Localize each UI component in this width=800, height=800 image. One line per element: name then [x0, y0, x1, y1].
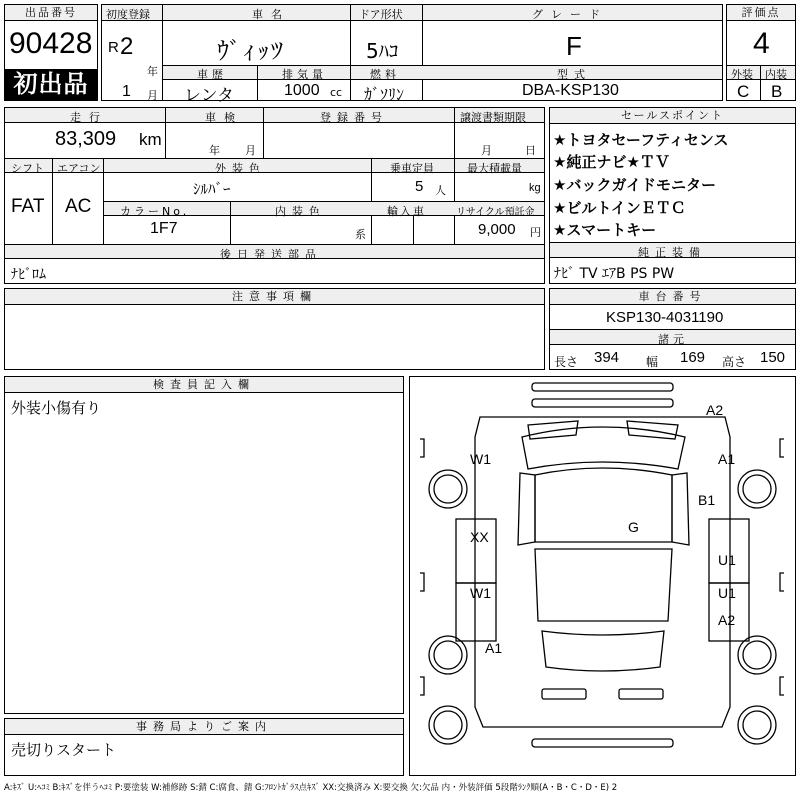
recycle-unit: 円 — [530, 226, 541, 239]
damage-mark: A2 — [718, 612, 736, 628]
height-value: 150 — [760, 349, 786, 366]
notes-box — [4, 288, 545, 370]
sales-point: ★スマートキー — [553, 221, 657, 239]
office-label: 事務局よりご案内 — [5, 719, 403, 735]
later-value: ﾅﾋﾞﾛﾑ — [11, 267, 46, 283]
lot-box — [4, 4, 98, 101]
reg-month-unit: 月 — [147, 89, 158, 102]
transfer-label: 譲渡書類期限 — [460, 111, 526, 124]
damage-mark: W1 — [470, 451, 491, 467]
damage-mark: A1 — [718, 451, 736, 467]
inspector-label: 検査員記入欄 — [5, 377, 403, 393]
door-value: 5ﾊｺ — [366, 39, 399, 63]
capacity-label: 乗車定員 — [390, 162, 434, 175]
first-listing-text: 初出品 — [13, 70, 89, 98]
damage-mark: B1 — [698, 492, 716, 508]
damage-mark: U1 — [718, 552, 736, 568]
load-label: 最大積載量 — [467, 162, 522, 175]
car-name-label: 車名 — [252, 8, 290, 21]
recycle-value: 9,000 — [478, 221, 516, 238]
ac-label: エアコン — [57, 162, 101, 175]
chassis-label: 車台番号 — [550, 289, 795, 305]
lot-label: 出品番号 — [5, 5, 97, 21]
inspector-text: 外装小傷有り — [11, 399, 102, 417]
capacity-value: 5 — [415, 178, 424, 195]
reg-year-unit: 年 — [147, 65, 158, 78]
length-label: 長さ — [554, 355, 579, 369]
office-text: 売切りスタート — [11, 741, 117, 759]
ac-value: AC — [65, 196, 92, 217]
shift-value: FAT — [11, 196, 45, 217]
sales-label: セールスポイント — [550, 108, 795, 124]
damage-mark: U1 — [718, 585, 736, 601]
ext-value: C — [737, 82, 750, 101]
fuel-value: ｶﾞｿﾘﾝ — [364, 85, 405, 104]
sales-point: ★純正ナビ★ＴＶ — [553, 153, 670, 171]
import-label: 輸入車 — [387, 205, 426, 218]
footer-legend: A:ｷｽﾞ U:ﾍｺﾐ B:ｷｽﾞを伴うﾍｺﾐ P:要塗装 W:補修跡 S:錆 C:腐食、錆 G:ﾌﾛﾝﾄｶﾞﾗｽ点ｷｽﾞ XX:交換済み X:要交換 欠:欠品 内・外装評価 5段階ﾗﾝｸ順(A・B・C・D・E) 2 — [4, 783, 618, 793]
grade-value: F — [566, 31, 582, 61]
header-box — [101, 4, 723, 106]
color-label: 外装色 — [215, 162, 266, 175]
spec-label: 諸元 — [658, 333, 688, 346]
equip-value: ﾅﾋﾞ TV ｴｱB PS PW — [554, 266, 675, 282]
car-outline — [410, 377, 795, 775]
model-value: DBA-KSP130 — [522, 82, 619, 99]
displacement-value: 1000 — [284, 82, 320, 99]
score-value: 4 — [753, 27, 770, 60]
reg-no-label: 登録番号 — [320, 111, 388, 124]
damage-mark: XX — [470, 529, 489, 545]
era-letter: R — [108, 39, 119, 56]
interior-unit: 系 — [355, 228, 366, 241]
color-no-label: カラーNo. — [120, 205, 190, 218]
recycle-label: リサイクル預託金 — [456, 207, 535, 218]
shift-label: シフト — [11, 162, 44, 175]
sales-box — [549, 107, 796, 284]
width-value: 169 — [680, 349, 706, 366]
car-diagram — [409, 376, 796, 776]
int-label: 内装 — [765, 68, 787, 81]
first-reg-label: 初度登録 — [106, 8, 150, 21]
displacement-label: 排気量 — [282, 68, 327, 81]
int-value: B — [771, 82, 783, 101]
damage-mark: G — [628, 519, 639, 535]
reg-year: 2 — [120, 33, 134, 60]
door-label: ドア形状 — [359, 8, 403, 21]
later-label: 後日発送部品 — [220, 248, 322, 261]
car-name: ｳﾞｨｯﾂ — [217, 37, 285, 65]
damage-mark: A2 — [706, 402, 724, 418]
inspection-month-unit: 月 — [245, 144, 256, 157]
inspection-label: 車検 — [205, 111, 243, 124]
history-label: 車歴 — [197, 68, 227, 81]
capacity-unit: 人 — [435, 184, 446, 197]
damage-mark: W1 — [470, 585, 491, 601]
mileage-value: 83,309 — [55, 128, 117, 150]
reg-month: 1 — [122, 83, 131, 100]
chassis-box — [549, 288, 796, 370]
ext-label: 外装 — [731, 68, 753, 81]
equip-label: 純正装備 — [638, 246, 706, 259]
score-box — [726, 4, 796, 101]
inspection-year-unit: 年 — [209, 144, 220, 157]
damage-mark: A1 — [485, 640, 503, 656]
color-value: ｼﾙﾊﾞｰ — [193, 180, 231, 198]
displacement-unit: cc — [330, 86, 343, 99]
interior-label: 内装色 — [275, 205, 326, 218]
mileage-label: 走行 — [70, 111, 108, 124]
grade-label: グレード — [532, 8, 608, 21]
score-label: 評価点 — [727, 5, 795, 21]
office-box — [4, 718, 404, 776]
sales-point: ★ビルトインＥＴＣ — [553, 199, 686, 217]
notes-label: 注意事項欄 — [5, 289, 544, 305]
color-no-value: 1F7 — [150, 220, 178, 237]
fuel-label: 燃料 — [370, 68, 400, 81]
first-listing-badge — [5, 69, 97, 100]
history-value: レンタ — [184, 86, 234, 106]
inspector-box — [4, 376, 404, 714]
load-unit: kg — [529, 182, 541, 194]
sales-point: ★バックガイドモニター — [553, 176, 716, 194]
model-label: 型式 — [557, 68, 591, 81]
transfer-month-unit: 月 — [481, 144, 492, 157]
width-label: 幅 — [646, 355, 659, 369]
sales-point: ★トヨタセーフティセンス — [553, 131, 729, 149]
details-box — [4, 107, 545, 284]
transfer-day-unit: 日 — [525, 144, 536, 157]
lot-number: 90428 — [9, 27, 93, 60]
mileage-unit: km — [139, 130, 162, 149]
chassis-number: KSP130-4031190 — [606, 309, 724, 326]
length-value: 394 — [594, 349, 620, 366]
height-label: 高さ — [722, 355, 747, 369]
